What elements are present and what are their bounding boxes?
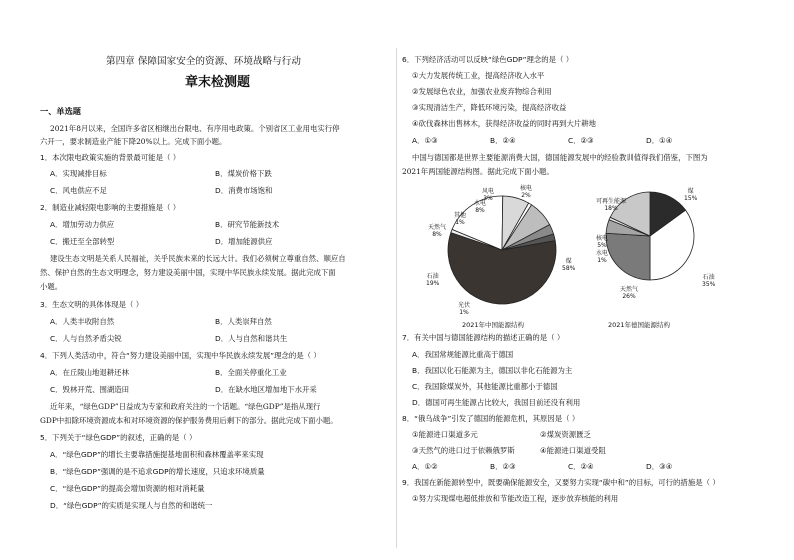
q8-stem: 8．“俄乌战争”引发了德国的能源危机，其原因是（ ） — [402, 414, 580, 423]
q1-stem: 1．本次限电政策实施的背景最可能是（ ） — [40, 153, 181, 162]
pie-label-value: 35% — [702, 281, 716, 288]
section-heading: 一、单选题 — [40, 106, 81, 116]
pie-label-name: 天然气 — [620, 286, 639, 293]
pie-label-name: 光伏 — [458, 302, 471, 309]
q8-option-d: D．③④ — [646, 462, 673, 471]
q2-option-a: A．增加劳动力供应 — [50, 220, 115, 229]
q7-option-c: C．我国除煤炭外，其他能源比重都小于德国 — [412, 382, 558, 391]
q1-option-a: A．实现减排目标 — [50, 169, 107, 178]
q7-option-a: A．我国常规能源比重高于德国 — [412, 350, 514, 359]
intro2-line2: 然、保护自然的生态文明理念，努力建设美丽中国，实现中华民族永续发展。据此完成下面 — [40, 268, 336, 277]
pie-label-name: 石油 — [702, 274, 715, 281]
q1-option-c: C．风电供应不足 — [50, 186, 107, 195]
pie-label-value: 26% — [622, 293, 636, 300]
pie-label-name: 其他 — [454, 212, 467, 219]
pie-label-0-4 — [428, 224, 446, 238]
pie-label-value: 1% — [459, 309, 469, 316]
q8-option-c: C．②④ — [568, 462, 594, 471]
q7-option-d: D．德国可再生能源占比较大，我国目前还没有利用 — [412, 398, 581, 407]
q4-option-d: D．在缺水地区增加地下水开采 — [215, 385, 317, 394]
main-title: 章末检测题 — [185, 75, 251, 90]
chart-title-0: 2021年中国能源结构 — [462, 321, 525, 329]
q6-option-d: D．①④ — [646, 136, 673, 145]
q3-option-a: A．人类丰收附自然 — [50, 317, 115, 326]
q8-option-a: A．①② — [412, 462, 438, 471]
pie-label-name: 水电 — [596, 250, 609, 257]
q7-option-b: B．我国以化石能源为主，德国以非化石能源为主 — [412, 366, 573, 375]
pie-label-0-7 — [562, 258, 575, 272]
q3-option-c: C．人与自然矛盾尖锐 — [50, 334, 122, 343]
q7-stem: 7．有关中国与德国能源结构的描述正确的是（ ） — [402, 333, 565, 342]
q4-option-b: B．全面关停重化工业 — [215, 368, 287, 377]
pie-label-1-3 — [596, 250, 608, 264]
left-column — [40, 0, 390, 560]
pie-label-value: 18% — [604, 205, 618, 212]
chart-title-1: 2021年德国能源结构 — [608, 321, 671, 329]
intro3-line1: 近年来，“绿色GDP”日益成为专家和政府关注的一个话题。“绿色GDP”是指从现行 — [50, 402, 321, 411]
intro3-line2: GDP中扣除环境资源成本和对环境资源的保护服务费用后剩下的部分。据此完成下面小题。 — [40, 416, 338, 425]
intro1-line1: 2021年8月以来，全国许多省区相继出台限电、有序用电政策。个别省区工业用电实行停 — [50, 124, 340, 133]
chapter-title: 第四章 保障国家安全的资源、环境战略与行动 — [106, 56, 301, 67]
q5-option-a: A．“绿色GDP”的增长主要靠措施提基地面积和森林覆盖率来实现 — [50, 450, 264, 459]
pie-label-0-6 — [458, 302, 470, 316]
q2-option-c: C．搬迁至全部转型 — [50, 237, 115, 246]
q3-option-b: B．人类崇拜自然 — [215, 317, 272, 326]
pie-label-value: 3% — [483, 195, 493, 202]
pie-label-name: 核电 — [520, 185, 533, 192]
q8-statement-3: ③天然气的进口过于依赖俄罗斯 — [412, 446, 515, 455]
q8-option-b: B．②③ — [490, 462, 516, 471]
pie-label-name: 水电 — [474, 200, 487, 207]
pie-label-1-5 — [702, 274, 715, 288]
q8-statement-1: ①能源进口渠道多元 — [412, 430, 478, 439]
q6-option-c: C．②③ — [568, 136, 594, 145]
q8-statement-4: ④能源进口渠道受阻 — [540, 446, 606, 455]
intro4-line1: 中国与德国都是世界主要能源消费大国，德国能源发展中的经验教训值得我们借鉴，下图为 — [412, 153, 708, 162]
intro4-line2: 2021年两国能源结构图。据此完成下面小题。 — [402, 167, 554, 176]
q8-statement-2: ②煤炭资源匮乏 — [540, 430, 591, 439]
pie-label-name: 天然气 — [428, 224, 447, 231]
pie-label-value: 1% — [455, 219, 465, 226]
q4-stem: 4．下列人类活动中，符合“努力建设美丽中国，实现中华民族永续发展”理念的是（ ） — [40, 351, 321, 360]
q9-stem: 9．我国在新能源转型中，既要确保能源安全，又要努力实现“碳中和”的目标，可行的措施是（ ） — [402, 478, 720, 487]
q5-stem: 5．下列关于“绿色GDP”的叙述，正确的是（ ） — [40, 433, 197, 442]
q2-stem: 2．制造业减轻限电影响的主要措施是（ ） — [40, 203, 181, 212]
intro1-line2: 六开一，要求制造业产能下降20%以上。完成下面小题。 — [40, 137, 227, 146]
pie-label-name: 可再生能源 — [596, 198, 627, 205]
q6-option-b: B．②④ — [490, 136, 516, 145]
q6-stem: 6．下列经济活动可以反映“绿色GDP”理念的是（ ） — [402, 55, 574, 64]
q3-stem: 3．生态文明的具体体现是（ ） — [40, 300, 144, 309]
column-divider — [396, 48, 397, 548]
right-column — [402, 0, 762, 560]
pie-label-value: 8% — [475, 207, 485, 214]
q1-option-d: D．消费市场饱和 — [215, 186, 273, 195]
pie-label-value: 5% — [597, 242, 607, 249]
pie-label-name: 煤 — [687, 188, 694, 195]
q6-statement-4: ④砍伐森林出售林木，获得经济收益的同时再到大片耕地 — [412, 119, 597, 128]
pie-label-name: 煤 — [565, 258, 572, 265]
pie-label-value: 15% — [684, 195, 698, 202]
pie-label-1-0 — [596, 198, 626, 212]
q5-option-b: B．“绿色GDP”强调的是不追求GDP的增长速度，只追求环境质量 — [50, 467, 265, 476]
pie-label-0-0 — [520, 185, 532, 199]
chart-labels — [402, 180, 762, 330]
pie-label-0-2 — [474, 200, 486, 214]
pie-label-1-4 — [620, 286, 638, 300]
pie-label-name: 核电 — [596, 235, 609, 242]
q6-statement-2: ②发展绿色农业，加强农业废弃物综合利用 — [412, 87, 552, 96]
q3-option-d: D．人与自然和谐共生 — [215, 334, 288, 343]
q6-statement-1: ①大力发展传统工业，提高经济收入水平 — [412, 71, 545, 80]
q5-option-c: C．“绿色GDP”的提高会增加资源的相对消耗量 — [50, 484, 205, 493]
pie-label-name: 石油 — [426, 273, 439, 280]
pie-label-0-5 — [426, 273, 439, 287]
q1-option-b: B．煤炭价格下跌 — [215, 169, 272, 178]
q9-statement-1: ①努力实现煤电超低排放和节能改造工程，逐步放弃核能的利用 — [412, 494, 619, 503]
q5-option-d: D．“绿色GDP”的实质是实现人与自然的和谐统一 — [50, 501, 213, 510]
pie-label-value: 19% — [426, 280, 440, 287]
q2-option-b: B．研究节能新技术 — [215, 220, 280, 229]
q4-option-a: A．在丘陵山地退耕还林 — [50, 368, 129, 377]
q2-option-d: D．增加能源供应 — [215, 237, 273, 246]
pie-label-value: 1% — [597, 257, 607, 264]
q4-option-c: C．毁林开荒、围湖造田 — [50, 385, 130, 394]
pie-label-value: 58% — [562, 265, 576, 272]
pie-label-value: 8% — [432, 231, 442, 238]
pie-label-1-1 — [684, 188, 697, 202]
q6-statement-3: ③实现清洁生产，降低环境污染，提高经济收益 — [412, 103, 567, 112]
intro2-line1: 建设生态文明是关系人民福祉，关乎民族未来的长远大计。我们必须树立尊重自然、顺应自 — [50, 254, 346, 263]
q6-option-a: A．①③ — [412, 136, 438, 145]
pie-label-1-2 — [596, 235, 608, 249]
pie-label-name: 风电 — [482, 188, 495, 195]
pie-label-value: 2% — [521, 192, 531, 199]
intro2-line3: 小题。 — [40, 282, 63, 291]
pie-label-0-3 — [454, 212, 466, 226]
